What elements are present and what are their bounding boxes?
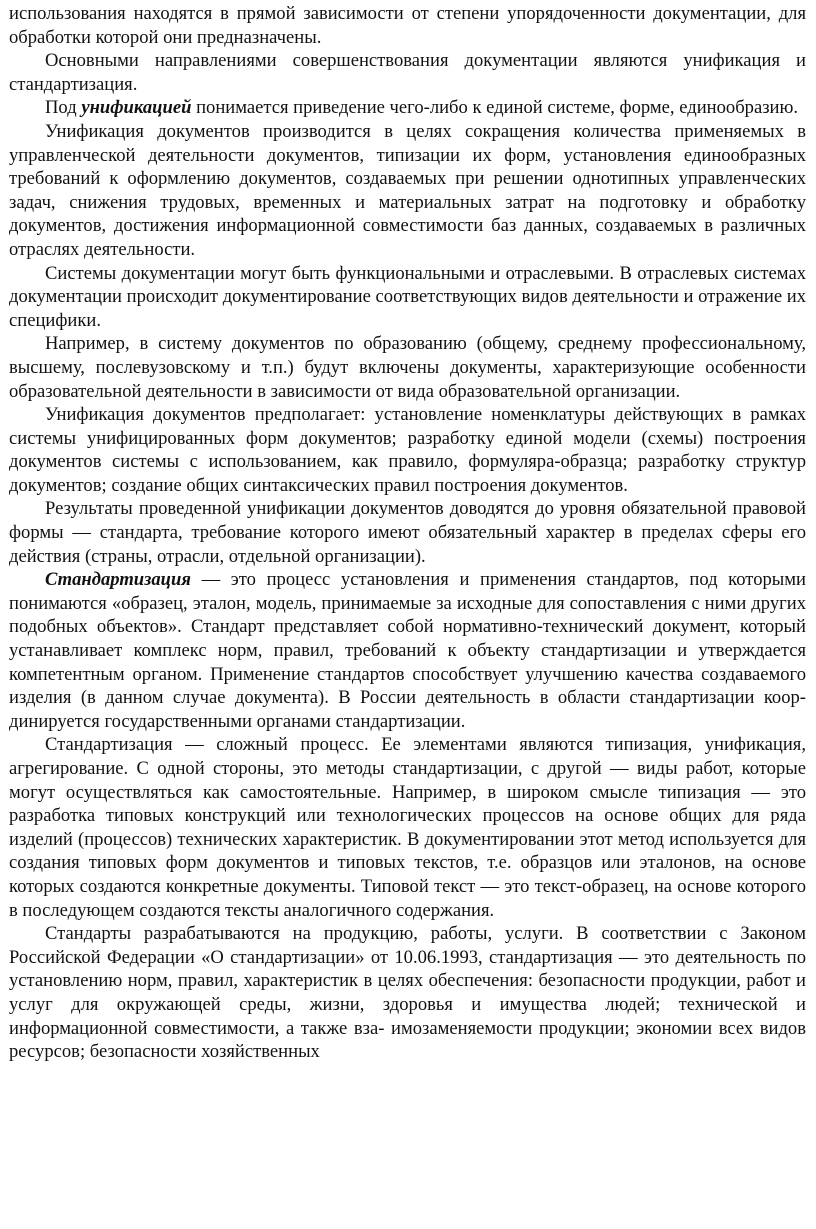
paragraph-directions: Основными направлениями совершенствования документации являются унификация и стандартизация. bbox=[9, 50, 806, 95]
document-page bbox=[9, 2, 806, 1064]
definition-lead-text: Под bbox=[45, 97, 82, 119]
paragraph-education-example: Например, в систему документов по образованию (общему, среднему профессиональному, высшему, послевузовскому и т.п.) будут включены документы, характеризующие особенности образовательной деятельности в зависимости от вида образовательной организации. bbox=[9, 333, 806, 402]
paragraph-unification-definition bbox=[9, 96, 806, 120]
paragraph-continuation: использования находятся в прямой зависимости от степени упорядоченности документации, для обработки которой они предназначены. bbox=[9, 3, 806, 48]
paragraph-unification-results: Результаты проведенной унификации документов доводятся до уровня обязательной правовой формы — стандарта, требование которого имеют обязательный характер в пределах сферы его действия (страны, отрасли, отдельной организации). bbox=[9, 498, 806, 567]
defined-term-standardization: Стандартизация bbox=[45, 569, 191, 591]
paragraph-unification-goals: Унификация документов производится в целях сокращения количества применяемых в управленческой деятельности документов, типизации их форм, установления единообразных требований к оформлению документов, создаваемых при решении однотипных управленческих задач, снижения трудовых, временных и материальных затрат на подготовку и обработку документов, достижения информационной совместимости баз данных, создаваемых в различных отраслях деятельности. bbox=[9, 120, 806, 260]
definition-body-text: — это процесс установления и применения стандартов, под которыми понимаются «образец, эталон, модель, принимаемые за исходные для сопоставления с ними других подобных объектов». Стандарт представляет собой нормативно-технический документ, который устанавливает комплекс норм, правил, требований к объекту стандартизации и утверждается компетентным органом. Применение стандартов способствует улучшению качества создаваемого изделия (в данном случае документа). В России деятельность в области стандартизации коор- динируется государственными органами стандартизации. bbox=[9, 569, 806, 732]
paragraph-documentation-systems: Системы документации могут быть функциональными и отраслевыми. В отраслевых системах документации происходит документирование соответствующих видов деятельности и отражение их специфики. bbox=[9, 262, 806, 331]
definition-body-text: понимается приведение чего-либо к единой системе, форме, единообразию. bbox=[191, 97, 799, 119]
paragraph-standardization-definition bbox=[9, 568, 806, 733]
defined-term-unification: унификацией bbox=[81, 97, 192, 119]
paragraph-standards-law: Стандарты разрабатываются на продукцию, работы, услуги. В соответствии с Законом Российской Федерации «О стандартизации» от 10.06.1993, стандартизация — это деятельность по установлению норм, правил, характеристик в целях обеспечения: безопасности продукции, работ и услуг для окружающей среды, жизни, здоровья и имущества людей; технической и информационной совместимости, а также вза- имозаменяемости продукции; экономии всех видов ресурсов; безопасности хозяйственных bbox=[9, 923, 806, 1063]
paragraph-standardization-elements: Стандартизация — сложный процесс. Ее элементами являются типизация, унификация, агрегирование. С одной стороны, это методы стандартизации, с другой — виды работ, которые могут осуществляться как самостоятельные. Например, в широком смысле типизация — это разработка типовых конструкций или технологических процессов на основе общих для ряда изделий (процессов) технических характеристик. В документировании этот метод используется для создания типовых форм документов и типовых текстов, т.е. образцов или эталонов, на основе которых создаются конкретные документы. Типовой текст — это текст-образец, на основе которого в последующем создаются тексты аналогичного содержания. bbox=[9, 734, 806, 921]
paragraph-unification-steps: Унификация документов предполагает: установление номенклатуры действующих в рамках системы унифицированных форм документов; разработку единой модели (схемы) построения документов системы с использованием, как правило, формуляра-образца; разработку структур документов; создание общих синтаксических правил построения документов. bbox=[9, 404, 806, 496]
